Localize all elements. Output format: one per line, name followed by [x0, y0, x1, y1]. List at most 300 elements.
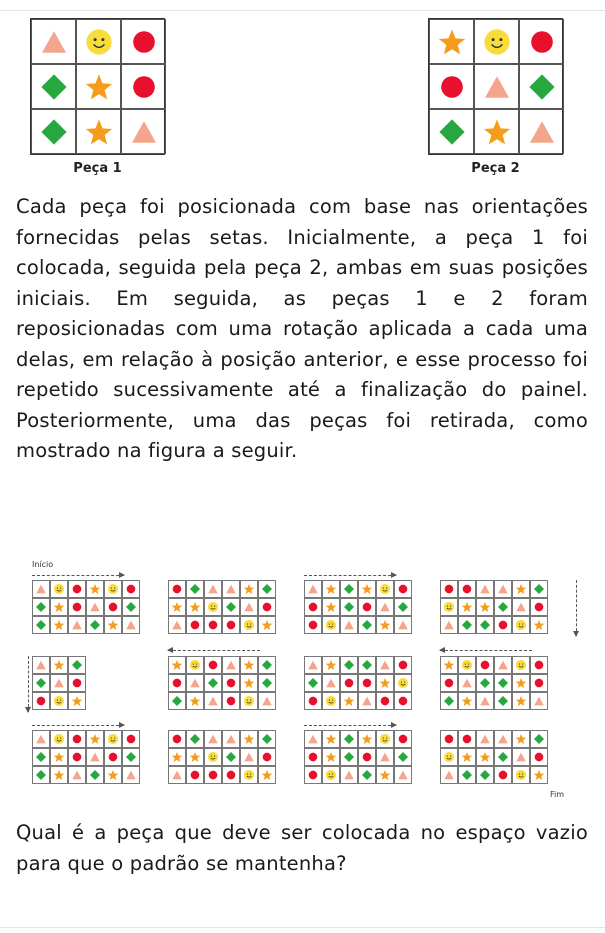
panel-block [168, 580, 276, 634]
triangle-icon [397, 619, 409, 631]
triangle-icon [125, 769, 137, 781]
grid-cell [512, 766, 530, 784]
grid-cell [394, 656, 412, 674]
triangle-icon [35, 583, 47, 595]
grid-cell [86, 598, 104, 616]
circle-icon [71, 751, 83, 763]
grid-cell [494, 674, 512, 692]
triangle-icon [207, 695, 219, 707]
grid-cell [258, 748, 276, 766]
grid-cell [376, 616, 394, 634]
smiley-icon [461, 659, 473, 671]
smiley-icon [107, 583, 119, 595]
grid-cell [222, 748, 240, 766]
grid-cell [440, 748, 458, 766]
grid-cell [530, 692, 548, 710]
circle-icon [129, 27, 159, 57]
grid-cell [68, 598, 86, 616]
triangle-icon [207, 733, 219, 745]
grid-cell [512, 674, 530, 692]
grid-cell [494, 748, 512, 766]
triangle-icon [225, 659, 237, 671]
grid-cell [322, 616, 340, 634]
grid-cell [304, 674, 322, 692]
grid-cell [440, 656, 458, 674]
circle-icon [343, 677, 355, 689]
diamond-icon [89, 619, 101, 631]
circle-icon [307, 695, 319, 707]
smiley-icon [482, 27, 512, 57]
grid-cell [304, 580, 322, 598]
grid-cell [476, 692, 494, 710]
smiley-icon [243, 619, 255, 631]
circle-icon [207, 659, 219, 671]
smiley-icon [443, 751, 455, 763]
smiley-icon [379, 583, 391, 595]
grid-cell [376, 766, 394, 784]
grid-cell [394, 766, 412, 784]
grid-cell [186, 674, 204, 692]
smiley-icon [243, 695, 255, 707]
grid-cell [240, 730, 258, 748]
grid-cell [440, 616, 458, 634]
grid-cell [50, 730, 68, 748]
smiley-icon [189, 659, 201, 671]
diamond-icon [527, 72, 557, 102]
grid-cell [222, 766, 240, 784]
grid-cell [204, 616, 222, 634]
star-icon [379, 677, 391, 689]
circle-icon [497, 619, 509, 631]
panel-block [440, 730, 548, 784]
star-icon [53, 769, 65, 781]
grid-cell [304, 656, 322, 674]
panel-block [304, 580, 412, 634]
grid-cell [122, 766, 140, 784]
grid-cell [512, 580, 530, 598]
star-icon [533, 769, 545, 781]
grid-cell [104, 730, 122, 748]
circle-icon [307, 619, 319, 631]
panel-block-partial [32, 656, 86, 710]
grid-cell [222, 580, 240, 598]
grid-cell [512, 748, 530, 766]
grid-cell [440, 598, 458, 616]
grid-cell [204, 692, 222, 710]
grid-cell [222, 598, 240, 616]
circle-icon [225, 769, 237, 781]
grid-cell [512, 692, 530, 710]
grid-cell [168, 730, 186, 748]
question-prompt: Qual é a peça que deve ser colocada no espaço vazio para que o padrão se mantenha? [16, 821, 588, 875]
grid-cell [358, 766, 376, 784]
grid-cell [322, 674, 340, 692]
grid-cell [204, 748, 222, 766]
grid-cell [376, 580, 394, 598]
grid-cell [86, 580, 104, 598]
star-icon [479, 751, 491, 763]
star-icon [515, 677, 527, 689]
triangle-icon [325, 677, 337, 689]
grid-cell [121, 19, 166, 64]
grid-cell [358, 730, 376, 748]
grid-cell [340, 616, 358, 634]
grid-cell [394, 730, 412, 748]
grid-cell [519, 64, 564, 109]
diamond-icon [261, 677, 273, 689]
diamond-icon [35, 769, 47, 781]
triangle-icon [497, 733, 509, 745]
grid-cell [168, 656, 186, 674]
grid-cell [340, 580, 358, 598]
grid-cell [31, 109, 76, 154]
star-icon [325, 601, 337, 613]
circle-icon [527, 27, 557, 57]
diamond-icon [461, 619, 473, 631]
star-icon [479, 601, 491, 613]
star-icon [53, 659, 65, 671]
triangle-icon [497, 659, 509, 671]
question-intro: Cada peça foi posicionada com base nas orientações fornecidas pelas setas. Inicialmente, a peça 1 foi colocada, seguida pela peça 2, ambas em suas posições iniciais. Em seguida, as peças 1 e 2 foram reposicionadas com uma rotação aplicada a cada uma delas, em relação à posição anterior, e esse processo foi repetido sucessivamente até a finalização do painel. Posteriormente, uma das peças foi retirada, como mostrado na figura a seguir. [16, 195, 588, 462]
grid-cell [429, 19, 474, 64]
grid-cell [68, 674, 86, 692]
grid-cell [258, 674, 276, 692]
grid-cell [322, 748, 340, 766]
grid-cell [204, 766, 222, 784]
grid-cell [340, 598, 358, 616]
grid-cell [50, 656, 68, 674]
triangle-icon [533, 695, 545, 707]
panel-block [32, 580, 140, 634]
grid-cell [240, 580, 258, 598]
star-icon [171, 659, 183, 671]
star-icon [171, 601, 183, 613]
grid-cell [168, 766, 186, 784]
triangle-icon [379, 601, 391, 613]
diamond-icon [533, 733, 545, 745]
grid-cell [512, 730, 530, 748]
start-label: Início [32, 560, 54, 569]
grid-cell [512, 598, 530, 616]
triangle-icon [479, 583, 491, 595]
grid-cell [519, 19, 564, 64]
grid-cell [68, 748, 86, 766]
star-icon [461, 751, 473, 763]
triangle-icon [497, 583, 509, 595]
grid-cell [204, 598, 222, 616]
diamond-icon [479, 769, 491, 781]
smiley-icon [325, 619, 337, 631]
grid-cell [86, 766, 104, 784]
grid-cell [340, 656, 358, 674]
grid-cell [32, 598, 50, 616]
grid-cell [50, 748, 68, 766]
circle-icon [189, 619, 201, 631]
circle-icon [71, 677, 83, 689]
triangle-icon [89, 601, 101, 613]
grid-cell [530, 656, 548, 674]
grid-cell [50, 580, 68, 598]
triangle-icon [515, 601, 527, 613]
grid-cell [68, 692, 86, 710]
star-icon [343, 695, 355, 707]
circle-icon [497, 769, 509, 781]
diamond-icon [189, 733, 201, 745]
arrow-down [576, 580, 577, 636]
end-label: Fim [550, 790, 565, 799]
grid-cell [394, 674, 412, 692]
grid-cell [222, 616, 240, 634]
triangle-icon [261, 695, 273, 707]
triangle-icon [243, 751, 255, 763]
star-icon [243, 733, 255, 745]
grid-cell [476, 748, 494, 766]
panel-block [304, 730, 412, 784]
grid-cell [186, 692, 204, 710]
grid-cell [240, 598, 258, 616]
circle-icon [533, 751, 545, 763]
grid-cell [86, 616, 104, 634]
triangle-icon [479, 733, 491, 745]
star-icon [379, 769, 391, 781]
pattern-panel [32, 560, 584, 810]
grid-cell [222, 656, 240, 674]
grid-cell [530, 674, 548, 692]
grid-cell [204, 674, 222, 692]
star-icon [84, 72, 114, 102]
grid-cell [440, 580, 458, 598]
grid-cell [530, 748, 548, 766]
grid-cell [322, 580, 340, 598]
triangle-icon [343, 769, 355, 781]
grid-cell [76, 19, 121, 64]
star-icon [171, 751, 183, 763]
grid-cell [168, 748, 186, 766]
grid-cell [240, 766, 258, 784]
star-icon [243, 677, 255, 689]
star-icon [107, 769, 119, 781]
arrow-left [168, 650, 260, 651]
diamond-icon [397, 751, 409, 763]
grid-cell [358, 692, 376, 710]
smiley-icon [397, 677, 409, 689]
star-icon [243, 659, 255, 671]
grid-cell [494, 692, 512, 710]
triangle-icon [379, 659, 391, 671]
triangle-icon [482, 72, 512, 102]
grid-cell [519, 109, 564, 154]
circle-icon [125, 733, 137, 745]
circle-icon [225, 619, 237, 631]
bottom-divider [0, 927, 605, 928]
grid-cell [440, 674, 458, 692]
circle-icon [225, 677, 237, 689]
grid-cell [222, 674, 240, 692]
grid-cell [304, 766, 322, 784]
triangle-icon [171, 619, 183, 631]
triangle-icon [71, 619, 83, 631]
smiley-icon [53, 583, 65, 595]
grid-cell [304, 692, 322, 710]
grid-cell [458, 748, 476, 766]
star-icon [71, 695, 83, 707]
triangle-icon [243, 601, 255, 613]
grid-cell [458, 674, 476, 692]
grid-cell [358, 674, 376, 692]
grid-cell [104, 616, 122, 634]
grid-cell [240, 692, 258, 710]
grid-cell [68, 766, 86, 784]
grid-cell [394, 748, 412, 766]
piece-2 [428, 18, 563, 176]
grid-cell [394, 598, 412, 616]
triangle-icon [35, 733, 47, 745]
grid-cell [50, 598, 68, 616]
grid-cell [204, 580, 222, 598]
piece-2-grid [428, 18, 563, 155]
triangle-icon [39, 27, 69, 57]
grid-cell [476, 656, 494, 674]
grid-cell [32, 748, 50, 766]
star-icon [361, 583, 373, 595]
grid-cell [76, 64, 121, 109]
triangle-icon [171, 769, 183, 781]
diamond-icon [35, 751, 47, 763]
grid-cell [322, 656, 340, 674]
grid-cell [122, 748, 140, 766]
star-icon [533, 619, 545, 631]
grid-cell [494, 656, 512, 674]
triangle-icon [361, 695, 373, 707]
diamond-icon [71, 659, 83, 671]
diamond-icon [261, 659, 273, 671]
panel-block [304, 656, 412, 710]
diamond-icon [125, 751, 137, 763]
grid-cell [458, 616, 476, 634]
piece-1-grid [30, 18, 165, 155]
triangle-icon [129, 117, 159, 147]
grid-cell [186, 616, 204, 634]
grid-cell [476, 616, 494, 634]
grid-cell [122, 730, 140, 748]
grid-cell [340, 674, 358, 692]
grid-cell [394, 616, 412, 634]
triangle-icon [225, 733, 237, 745]
grid-cell [322, 730, 340, 748]
star-icon [379, 619, 391, 631]
star-icon [461, 695, 473, 707]
circle-icon [533, 677, 545, 689]
star-icon [443, 659, 455, 671]
diamond-icon [361, 659, 373, 671]
diamond-icon [497, 695, 509, 707]
diamond-icon [89, 769, 101, 781]
grid-cell [204, 656, 222, 674]
triangle-icon [71, 769, 83, 781]
diamond-icon [361, 769, 373, 781]
diamond-icon [497, 677, 509, 689]
diamond-icon [343, 751, 355, 763]
circle-icon [397, 733, 409, 745]
grid-cell [304, 748, 322, 766]
star-icon [53, 619, 65, 631]
smiley-icon [107, 733, 119, 745]
grid-cell [121, 64, 166, 109]
diamond-icon [207, 677, 219, 689]
grid-cell [32, 674, 50, 692]
grid-cell [476, 674, 494, 692]
smiley-icon [207, 751, 219, 763]
star-icon [189, 601, 201, 613]
diamond-icon [461, 769, 473, 781]
triangle-icon [189, 677, 201, 689]
diamond-icon [343, 583, 355, 595]
grid-cell [258, 766, 276, 784]
arrow-down [28, 656, 29, 712]
circle-icon [443, 677, 455, 689]
arrow-left [440, 650, 532, 651]
triangle-icon [207, 583, 219, 595]
triangle-icon [515, 751, 527, 763]
grid-cell [474, 109, 519, 154]
grid-cell [104, 748, 122, 766]
grid-cell [50, 674, 68, 692]
star-icon [189, 695, 201, 707]
triangle-icon [35, 659, 47, 671]
grid-cell [186, 656, 204, 674]
piece-2-label: Peça 2 [471, 161, 520, 176]
circle-icon [437, 72, 467, 102]
diamond-icon [437, 117, 467, 147]
grid-cell [32, 730, 50, 748]
circle-icon [443, 583, 455, 595]
circle-icon [397, 583, 409, 595]
grid-cell [512, 656, 530, 674]
grid-cell [358, 598, 376, 616]
top-divider [0, 10, 605, 11]
grid-cell [429, 64, 474, 109]
diamond-icon [39, 72, 69, 102]
triangle-icon [307, 659, 319, 671]
smiley-icon [53, 695, 65, 707]
grid-cell [68, 730, 86, 748]
star-icon [261, 769, 273, 781]
diamond-icon [397, 601, 409, 613]
smiley-icon [325, 769, 337, 781]
diamond-icon [479, 677, 491, 689]
star-icon [243, 583, 255, 595]
smiley-icon [515, 769, 527, 781]
diamond-icon [125, 601, 137, 613]
grid-cell [50, 692, 68, 710]
grid-cell [86, 730, 104, 748]
circle-icon [107, 601, 119, 613]
diamond-icon [189, 583, 201, 595]
star-icon [53, 601, 65, 613]
grid-cell [104, 766, 122, 784]
diamond-icon [479, 619, 491, 631]
diamond-icon [225, 751, 237, 763]
circle-icon [379, 695, 391, 707]
panel-block [168, 656, 276, 710]
grid-cell [258, 730, 276, 748]
grid-cell [440, 766, 458, 784]
circle-icon [361, 751, 373, 763]
grid-cell [222, 730, 240, 748]
smiley-icon [243, 769, 255, 781]
circle-icon [171, 677, 183, 689]
grid-cell [304, 598, 322, 616]
